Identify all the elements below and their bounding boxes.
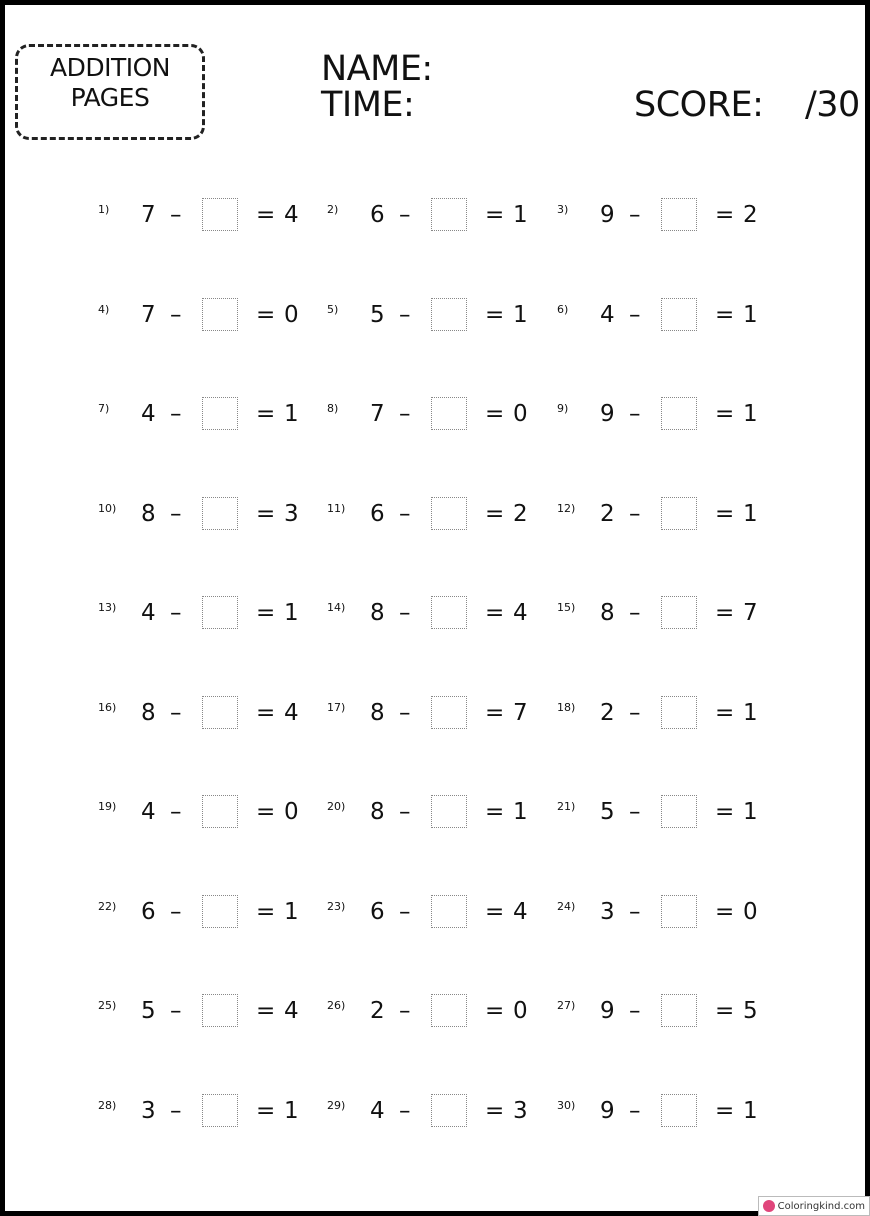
problem-number: 11) [327,502,346,515]
minus-sign: – [629,401,641,427]
answer-blank[interactable] [431,994,467,1027]
title-line-1: ADDITION [50,53,170,82]
answer-blank[interactable] [202,596,238,629]
problem-item [557,295,777,335]
name-label: NAME: [321,49,433,89]
answer-blank[interactable] [661,696,697,729]
minuend: 8 [370,700,385,726]
equals-sign: = [715,302,735,328]
minuend: 7 [141,202,156,228]
result: 1 [513,799,528,825]
problem-item [98,295,318,335]
score-label: SCORE: [634,85,764,125]
minus-sign: – [629,501,641,527]
problem-number: 19) [98,800,117,813]
problem-item [557,394,777,434]
minus-sign: – [170,600,182,626]
minuend: 8 [141,501,156,527]
equals-sign: = [256,700,276,726]
answer-blank[interactable] [661,596,697,629]
result: 5 [743,998,758,1024]
minuend: 6 [141,899,156,925]
minus-sign: – [399,799,411,825]
minuend: 9 [600,202,615,228]
minus-sign: – [170,700,182,726]
result: 4 [284,700,299,726]
equals-sign: = [485,202,505,228]
minus-sign: – [399,302,411,328]
problem-item [557,892,777,932]
answer-blank[interactable] [202,298,238,331]
equals-sign: = [715,600,735,626]
result: 1 [743,1098,758,1124]
minuend: 6 [370,501,385,527]
answer-blank[interactable] [431,795,467,828]
problem-number: 16) [98,701,117,714]
problem-item [327,892,547,932]
minuend: 7 [141,302,156,328]
problem-number: 29) [327,1099,346,1112]
equals-sign: = [715,401,735,427]
minus-sign: – [399,401,411,427]
problem-number: 9) [557,402,569,415]
answer-blank[interactable] [202,1094,238,1127]
worksheet-page [5,5,865,1211]
equals-sign: = [715,1098,735,1124]
answer-blank[interactable] [431,596,467,629]
problem-item [327,792,547,832]
minuend: 4 [141,600,156,626]
minuend: 2 [370,998,385,1024]
answer-blank[interactable] [431,895,467,928]
brush-logo-icon [763,1200,775,1212]
minus-sign: – [629,799,641,825]
problem-number: 5) [327,303,339,316]
minus-sign: – [170,899,182,925]
problem-number: 3) [557,203,569,216]
problem-number: 25) [98,999,117,1012]
minuend: 4 [600,302,615,328]
problem-number: 15) [557,601,576,614]
result: 2 [743,202,758,228]
result: 1 [513,302,528,328]
answer-blank[interactable] [202,497,238,530]
answer-blank[interactable] [202,795,238,828]
minus-sign: – [629,700,641,726]
problem-item [557,991,777,1031]
result: 1 [513,202,528,228]
problem-number: 28) [98,1099,117,1112]
problem-item [327,593,547,633]
answer-blank[interactable] [202,397,238,430]
minus-sign: – [629,302,641,328]
minus-sign: – [629,600,641,626]
equals-sign: = [256,799,276,825]
problem-item [557,693,777,733]
answer-blank[interactable] [431,696,467,729]
problem-number: 24) [557,900,576,913]
result: 0 [284,799,299,825]
result: 1 [743,302,758,328]
result: 7 [513,700,528,726]
problem-item [557,593,777,633]
minus-sign: – [170,501,182,527]
minuend: 9 [600,998,615,1024]
minuend: 6 [370,202,385,228]
problem-item [98,693,318,733]
problem-item [98,892,318,932]
score-total: /30 [805,85,860,125]
problem-item [327,693,547,733]
minuend: 9 [600,1098,615,1124]
problem-number: 12) [557,502,576,515]
answer-blank[interactable] [202,994,238,1027]
result: 3 [284,501,299,527]
problem-item [327,295,547,335]
equals-sign: = [256,899,276,925]
answer-blank[interactable] [431,1094,467,1127]
equals-sign: = [485,700,505,726]
problem-item [98,394,318,434]
minuend: 8 [600,600,615,626]
minus-sign: – [170,202,182,228]
equals-sign: = [256,501,276,527]
problem-item [327,195,547,235]
problem-item [327,394,547,434]
problem-item [98,593,318,633]
equals-sign: = [256,401,276,427]
problem-number: 26) [327,999,346,1012]
minus-sign: – [170,302,182,328]
result: 4 [513,600,528,626]
result: 4 [513,899,528,925]
problem-number: 2) [327,203,339,216]
minuend: 5 [370,302,385,328]
minus-sign: – [629,998,641,1024]
answer-blank[interactable] [431,397,467,430]
answer-blank[interactable] [431,198,467,231]
answer-blank[interactable] [661,1094,697,1127]
minuend: 4 [370,1098,385,1124]
problem-number: 1) [98,203,110,216]
minuend: 5 [600,799,615,825]
result: 1 [743,700,758,726]
result: 7 [743,600,758,626]
minus-sign: – [170,401,182,427]
result: 0 [284,302,299,328]
problem-number: 22) [98,900,117,913]
answer-blank[interactable] [661,895,697,928]
minuend: 2 [600,501,615,527]
minus-sign: – [399,700,411,726]
problem-number: 13) [98,601,117,614]
problem-number: 27) [557,999,576,1012]
problem-item [557,195,777,235]
minus-sign: – [170,998,182,1024]
minuend: 5 [141,998,156,1024]
minuend: 8 [141,700,156,726]
answer-blank[interactable] [202,198,238,231]
title-line-2: PAGES [70,83,150,112]
minus-sign: – [170,799,182,825]
problem-item [557,494,777,534]
problem-item [327,494,547,534]
problem-number: 6) [557,303,569,316]
equals-sign: = [256,600,276,626]
problem-number: 4) [98,303,110,316]
result: 4 [284,998,299,1024]
equals-sign: = [485,501,505,527]
minus-sign: – [629,202,641,228]
problem-number: 18) [557,701,576,714]
problem-number: 17) [327,701,346,714]
problem-number: 10) [98,502,117,515]
result: 0 [513,998,528,1024]
equals-sign: = [256,302,276,328]
minus-sign: – [399,1098,411,1124]
equals-sign: = [715,700,735,726]
equals-sign: = [485,1098,505,1124]
equals-sign: = [715,202,735,228]
result: 0 [743,899,758,925]
minus-sign: – [399,998,411,1024]
equals-sign: = [715,501,735,527]
minus-sign: – [399,501,411,527]
minuend: 3 [141,1098,156,1124]
minus-sign: – [629,899,641,925]
answer-blank[interactable] [661,994,697,1027]
problem-number: 7) [98,402,110,415]
equals-sign: = [485,899,505,925]
equals-sign: = [256,202,276,228]
minuend: 8 [370,600,385,626]
equals-sign: = [715,799,735,825]
result: 0 [513,401,528,427]
result: 1 [284,600,299,626]
minus-sign: – [399,202,411,228]
problem-item [98,1091,318,1131]
equals-sign: = [485,998,505,1024]
watermark-text: Coloringkind.com [777,1200,865,1212]
watermark [758,1196,870,1216]
worksheet-title-box [15,44,205,140]
result: 1 [743,799,758,825]
problem-item [98,792,318,832]
equals-sign: = [485,401,505,427]
problem-number: 14) [327,601,346,614]
result: 1 [743,501,758,527]
answer-blank[interactable] [202,895,238,928]
result: 1 [743,401,758,427]
equals-sign: = [715,998,735,1024]
result: 4 [284,202,299,228]
minus-sign: – [170,1098,182,1124]
equals-sign: = [485,302,505,328]
problem-item [98,195,318,235]
equals-sign: = [485,600,505,626]
problem-item [98,991,318,1031]
answer-blank[interactable] [661,397,697,430]
minuend: 6 [370,899,385,925]
equals-sign: = [256,1098,276,1124]
minuend: 9 [600,401,615,427]
minuend: 4 [141,401,156,427]
minuend: 4 [141,799,156,825]
problem-number: 20) [327,800,346,813]
problem-item [98,494,318,534]
answer-blank[interactable] [431,497,467,530]
time-label: TIME: [321,85,415,125]
minuend: 2 [600,700,615,726]
minus-sign: – [399,600,411,626]
answer-blank[interactable] [202,696,238,729]
answer-blank[interactable] [661,795,697,828]
minus-sign: – [629,1098,641,1124]
answer-blank[interactable] [661,298,697,331]
minuend: 7 [370,401,385,427]
equals-sign: = [485,799,505,825]
answer-blank[interactable] [431,298,467,331]
equals-sign: = [256,998,276,1024]
result: 1 [284,899,299,925]
result: 2 [513,501,528,527]
problem-number: 30) [557,1099,576,1112]
minus-sign: – [399,899,411,925]
problem-item [327,991,547,1031]
problem-number: 8) [327,402,339,415]
problem-item [557,792,777,832]
problem-number: 23) [327,900,346,913]
problem-number: 21) [557,800,576,813]
answer-blank[interactable] [661,497,697,530]
result: 1 [284,1098,299,1124]
answer-blank[interactable] [661,198,697,231]
result: 3 [513,1098,528,1124]
minuend: 3 [600,899,615,925]
equals-sign: = [715,899,735,925]
minuend: 8 [370,799,385,825]
problem-item [557,1091,777,1131]
problem-item [327,1091,547,1131]
result: 1 [284,401,299,427]
